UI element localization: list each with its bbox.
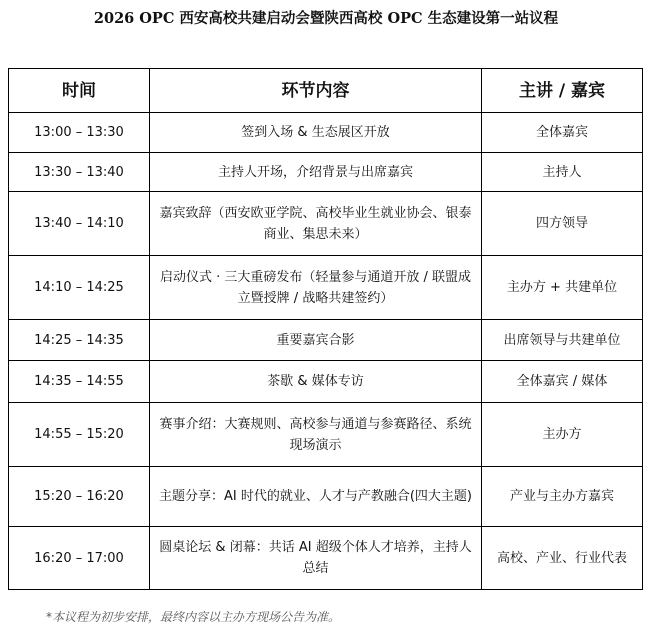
speaker-cell: 全体嘉宾 / 媒体 <box>482 361 643 403</box>
speaker-cell: 主持人 <box>482 153 643 192</box>
time-cell: 13:40 – 14:10 <box>9 192 150 256</box>
speaker-cell: 主办方 <box>482 403 643 467</box>
speaker-cell: 产业与主办方嘉宾 <box>482 467 643 527</box>
content-cell: 茶歇 & 媒体专访 <box>150 361 482 403</box>
table-row <box>9 467 643 527</box>
table-row <box>9 403 643 467</box>
speaker-cell: 出席领导与共建单位 <box>482 320 643 361</box>
header-time: 时间 <box>9 69 150 113</box>
table-row <box>9 153 643 192</box>
table-row <box>9 527 643 590</box>
time-cell: 15:20 – 16:20 <box>9 467 150 527</box>
speaker-cell: 全体嘉宾 <box>482 113 643 153</box>
table-row <box>9 320 643 361</box>
content-cell: 圆桌论坛 & 闭幕：共话 AI 超级个体人才培养，主持人总结 <box>150 527 482 590</box>
content-cell: 签到入场 & 生态展区开放 <box>150 113 482 153</box>
time-cell: 13:00 – 13:30 <box>9 113 150 153</box>
content-cell: 主题分享：AI 时代的就业、人才与产教融合(四大主题) <box>150 467 482 527</box>
footnote: *本议程为初步安排，最终内容以主办方现场公告为准。 <box>46 610 341 624</box>
time-cell: 14:35 – 14:55 <box>9 361 150 403</box>
speaker-cell: 四方领导 <box>482 192 643 256</box>
content-cell: 启动仪式 · 三大重磅发布（轻量参与通道开放 / 联盟成立暨授牌 / 战略共建签约） <box>150 256 482 320</box>
header-content: 环节内容 <box>150 69 482 113</box>
table-row <box>9 256 643 320</box>
speaker-cell: 高校、产业、行业代表 <box>482 527 643 590</box>
time-cell: 14:55 – 15:20 <box>9 403 150 467</box>
time-cell: 16:20 – 17:00 <box>9 527 150 590</box>
time-cell: 14:25 – 14:35 <box>9 320 150 361</box>
header-row <box>9 69 643 113</box>
agenda-table <box>8 68 643 590</box>
time-cell: 14:10 – 14:25 <box>9 256 150 320</box>
header-speaker: 主讲 / 嘉宾 <box>482 69 643 113</box>
page-title: 2026 OPC 西安高校共建启动会暨陕西高校 OPC 生态建设第一站议程 <box>93 10 559 27</box>
content-cell: 主持人开场，介绍背景与出席嘉宾 <box>150 153 482 192</box>
table-row <box>9 113 643 153</box>
time-cell: 13:30 – 13:40 <box>9 153 150 192</box>
speaker-cell: 主办方 + 共建单位 <box>482 256 643 320</box>
content-cell: 重要嘉宾合影 <box>150 320 482 361</box>
table-row <box>9 361 643 403</box>
content-cell: 嘉宾致辞（西安欧亚学院、高校毕业生就业协会、银泰商业、集思未来） <box>150 192 482 256</box>
table-row <box>9 192 643 256</box>
content-cell: 赛事介绍：大赛规则、高校参与通道与参赛路径、系统现场演示 <box>150 403 482 467</box>
